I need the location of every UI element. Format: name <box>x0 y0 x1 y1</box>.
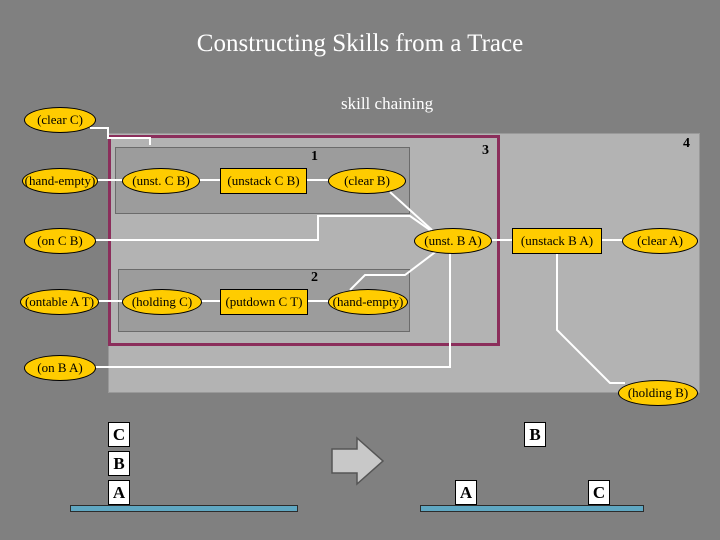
node-on-c-b: (on C B) <box>24 228 96 254</box>
node-putdown-c-t: (putdown C T) <box>220 289 308 315</box>
block-b-start: B <box>108 451 130 476</box>
block-c-start: C <box>108 422 130 447</box>
block-a-start: A <box>108 480 130 505</box>
node-holding-c: (holding C) <box>122 289 202 315</box>
node-clear-c: (clear C) <box>24 107 96 133</box>
page-title: Constructing Skills from a Trace <box>196 30 524 57</box>
node-clear-a: (clear A) <box>622 228 698 254</box>
node-unstack-c-b: (unstack C B) <box>220 168 307 194</box>
region-1-label: 1 <box>311 149 318 164</box>
block-c-goal: C <box>588 480 610 505</box>
block-a-goal: A <box>455 480 477 505</box>
node-holding-b: (holding B) <box>618 380 698 406</box>
node-hand-empty: (hand-empty) <box>22 168 98 194</box>
table-start <box>70 505 298 512</box>
node-on-b-a: (on B A) <box>24 355 96 381</box>
block-b-goal: B <box>524 422 546 447</box>
node-ontable-a-t: (ontable A T) <box>20 289 99 315</box>
node-unst-c-b: (unst. C B) <box>122 168 200 194</box>
region-2-label: 2 <box>311 270 318 285</box>
node-hand-empty-2: (hand-empty) <box>328 289 408 315</box>
subtitle: skill chaining <box>341 94 434 113</box>
region-3-label: 3 <box>482 143 489 158</box>
node-unstack-b-a: (unstack B A) <box>512 228 602 254</box>
region-4-label: 4 <box>683 136 690 151</box>
node-clear-b: (clear B) <box>328 168 406 194</box>
arrow-right-icon <box>330 436 385 486</box>
node-unst-b-a: (unst. B A) <box>414 228 492 254</box>
table-goal <box>420 505 644 512</box>
